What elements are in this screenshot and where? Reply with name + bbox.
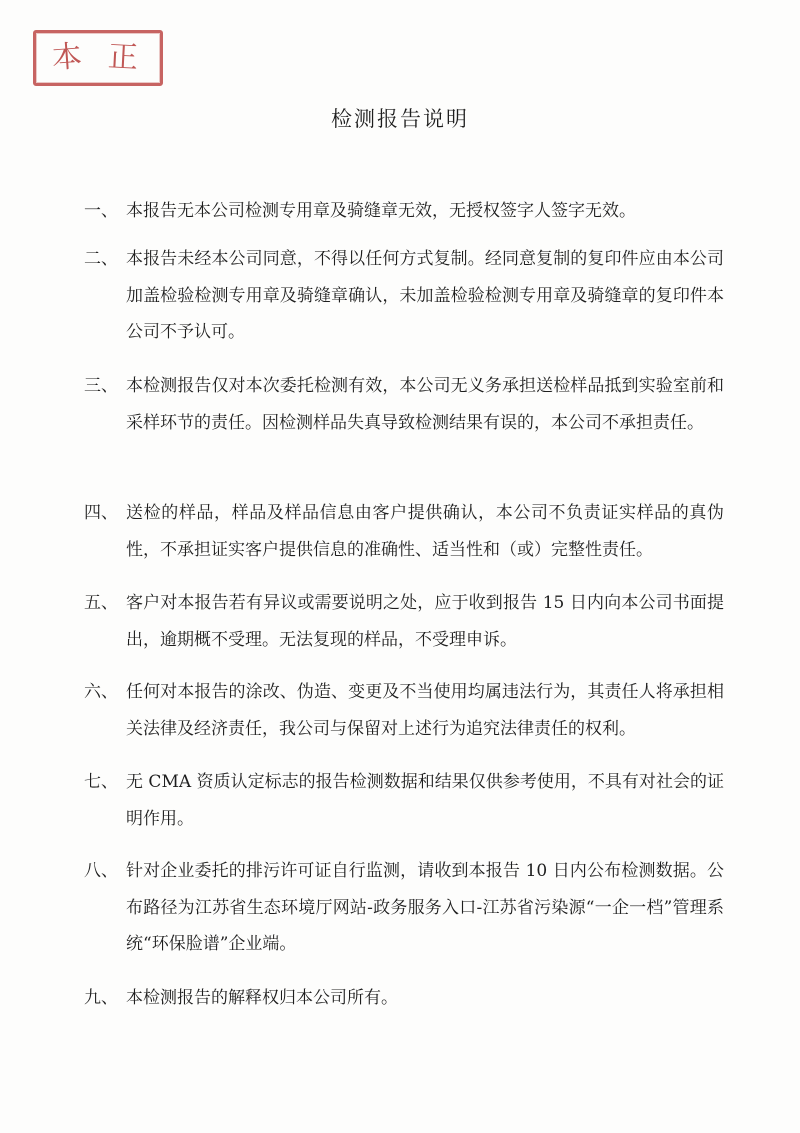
clause-number: 二、 bbox=[84, 249, 118, 269]
red-seal-stamp: 本 正 bbox=[33, 30, 163, 86]
clause-text: 本检测报告仅对本次委托检测有效，本公司无义务承担送检样品抵到实验室前和采样环节的责任。因检测样品失真导致检测结果有误的，本公司不承担责任。 bbox=[126, 376, 724, 433]
clause-text: 无 CMA 资质认定标志的报告检测数据和结果仅供参考使用，不具有对社会的证明作用。 bbox=[126, 772, 724, 829]
clause-2 bbox=[84, 241, 724, 351]
clause-9 bbox=[84, 980, 724, 1017]
clause-number: 八、 bbox=[84, 861, 118, 881]
clause-text: 客户对本报告若有异议或需要说明之处，应于收到报告 15 日内向本公司书面提出，逾期概不受理。无法复现的样品，不受理申诉。 bbox=[126, 593, 724, 650]
page-title: 检测报告说明 bbox=[331, 107, 469, 131]
clause-number: 一、 bbox=[84, 201, 118, 221]
clause-number: 五、 bbox=[84, 593, 118, 613]
clause-5 bbox=[84, 585, 724, 658]
clause-text: 本检测报告的解释权归本公司所有。 bbox=[126, 988, 398, 1008]
clause-text: 针对企业委托的排污许可证自行监测，请收到本报告 10 日内公布检测数据。公布路径为江苏省生态环境厅网站-政务服务入口-江苏省污染源“一企一档”管理系统“环保脸谱”企业端。 bbox=[126, 861, 724, 954]
clause-text: 本报告未经本公司同意，不得以任何方式复制。经同意复制的复印件应由本公司加盖检验检测专用章及骑缝章确认，未加盖检验检测专用章及骑缝章的复印件本公司不予认可。 bbox=[126, 249, 724, 342]
clause-1 bbox=[84, 193, 724, 230]
clause-number: 七、 bbox=[84, 772, 118, 792]
clause-number: 三、 bbox=[84, 376, 118, 396]
clause-number: 四、 bbox=[84, 503, 118, 523]
clause-8 bbox=[84, 853, 724, 963]
clause-number: 六、 bbox=[84, 682, 118, 702]
clause-number: 九、 bbox=[84, 988, 118, 1008]
clause-4 bbox=[84, 495, 724, 568]
clause-6 bbox=[84, 674, 724, 747]
clause-text: 送检的样品，样品及样品信息由客户提供确认，本公司不负责证实样品的真伪性，不承担证实客户提供信息的准确性、适当性和（或）完整性责任。 bbox=[126, 503, 724, 560]
clause-text: 本报告无本公司检测专用章及骑缝章无效，无授权签字人签字无效。 bbox=[126, 201, 636, 221]
clause-3 bbox=[84, 368, 724, 441]
clause-text: 任何对本报告的涂改、伪造、变更及不当使用均属违法行为，其责任人将承担相关法律及经济责任，我公司与保留对上述行为追究法律责任的权利。 bbox=[126, 682, 724, 739]
clause-7 bbox=[84, 764, 724, 837]
